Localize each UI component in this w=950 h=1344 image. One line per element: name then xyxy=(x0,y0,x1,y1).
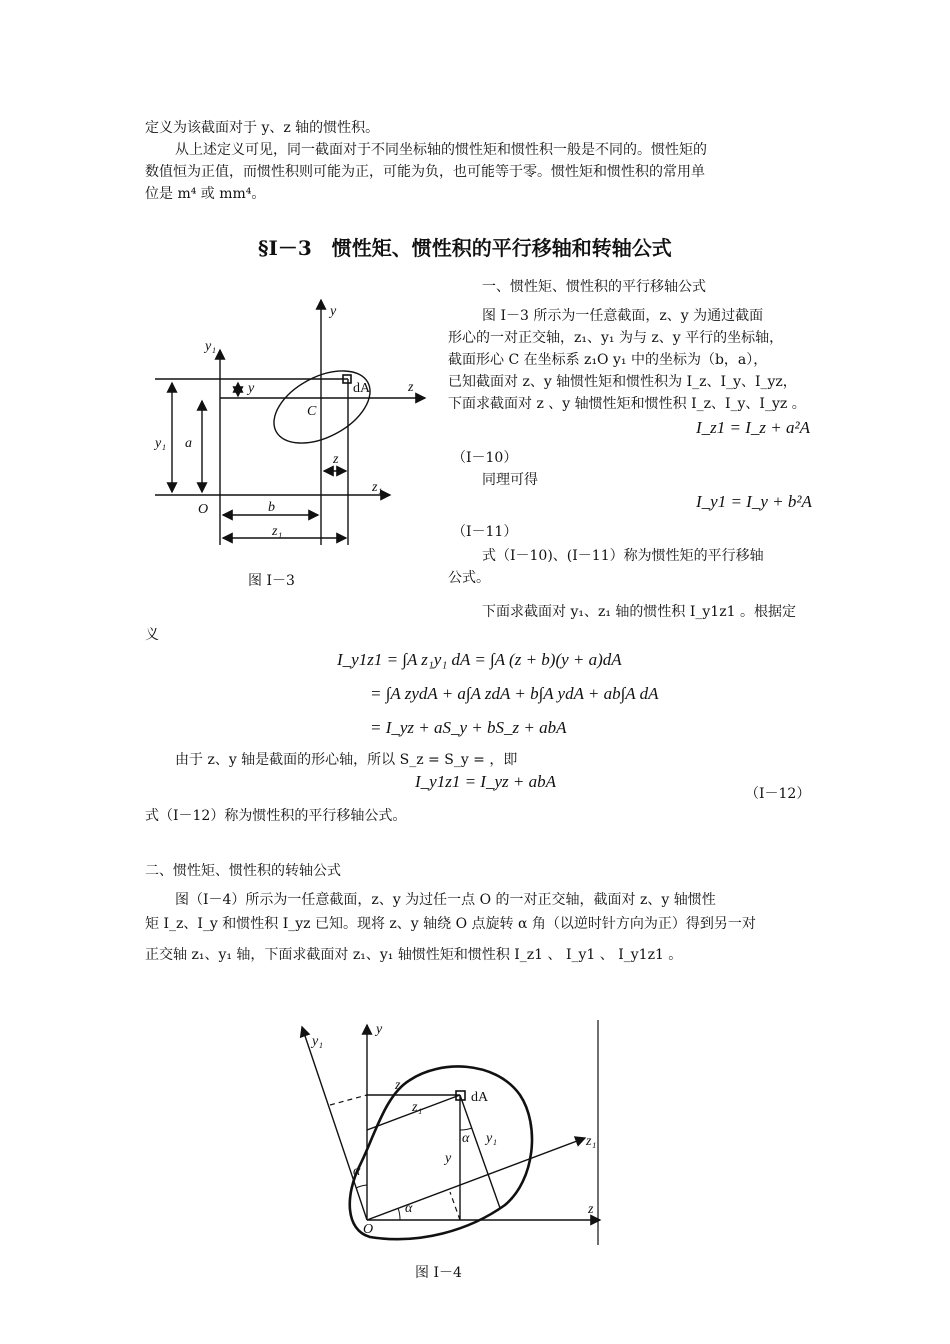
since-text: 由于 z、y 轴是截面的形心轴，所以 S_z = S_y = ，即 xyxy=(175,752,518,768)
label-y: y xyxy=(330,304,337,319)
label-O: O xyxy=(363,1222,374,1237)
figure-i3-caption: 图 I－3 xyxy=(248,573,295,589)
label-dA: dA xyxy=(353,381,371,396)
para2-line1: 从上述定义可见，同一截面对于不同坐标轴的惯性矩和惯性积一般是不同的。惯性矩的 xyxy=(175,142,707,158)
equation-11: I_y1 = I_y + b²A xyxy=(696,492,812,511)
eq12-text-c: 。 xyxy=(392,808,407,824)
rot-line-3: 正交轴 z₁、y₁ 轴，下面求截面对 z₁、y₁ 轴惯性矩和惯性积 I_z1 、 I_y1 、 I_y1z1 。 xyxy=(145,947,683,963)
label-z-dim: z xyxy=(395,1078,401,1093)
section-title: §I－3 惯性矩、惯性积的平行移轴和转轴公式 xyxy=(258,236,672,260)
label-alpha-3: α xyxy=(405,1201,413,1216)
derivation-3: = I_yz + aS_y + bS_z + abA xyxy=(370,718,567,737)
label-y-dim: y xyxy=(248,381,255,396)
formula-text-b: 惯性矩的平行移轴 xyxy=(651,548,764,564)
label-a: a xyxy=(185,436,192,451)
right-line-1: 图 I－3 所示为一任意截面，z、y 为通过截面 xyxy=(482,308,764,324)
eq12-text xyxy=(145,806,406,826)
label-z1: z₁ xyxy=(586,1134,597,1149)
derivation-1: I_y1z1 = ∫A z₁y₁ dA = ∫A (z + b)(y + a)dA xyxy=(337,650,622,669)
section-ellipse xyxy=(262,356,382,458)
label-z1: z₁ xyxy=(372,480,383,495)
label-dA: dA xyxy=(471,1090,489,1105)
label-z1-dim: z₁ xyxy=(272,524,283,539)
formula-text-a: 式（I－10)、(I－11）称为 xyxy=(482,548,652,564)
formula-text xyxy=(482,546,764,566)
right-line-5: 下面求截面对 z 、y 轴惯性矩和惯性积 I_z、I_y、I_yz 。 xyxy=(448,396,806,412)
equation-12-label: （I－12） xyxy=(745,786,811,802)
rot-line-1: 图（I－4）所示为一任意截面，z、y 为过任一点 O 的一对正交轴，截面对 z、y 轴惯性 xyxy=(175,892,716,908)
equation-10-label: （I－10） xyxy=(452,450,518,466)
equation-12: I_y1z1 = I_yz + abA xyxy=(415,772,556,791)
figure-i4 xyxy=(290,1015,620,1250)
label-alpha-1: α xyxy=(462,1131,470,1146)
label-O: O xyxy=(198,502,209,517)
eq12-text-b: 惯性积的平行移轴公式 xyxy=(252,808,393,824)
derivation-2: = ∫A zydA + a∫A zdA + b∫A ydA + ab∫A dA xyxy=(370,684,659,703)
section-outline xyxy=(350,1066,532,1239)
figure-i3 xyxy=(150,295,440,555)
rot-line-2: 矩 I_z、I_y 和惯性积 I_yz 已知。现将 z、y 轴绕 O 点旋转 α 角（以逆时针方向为正）得到另一对 xyxy=(145,916,756,932)
figure-i4-caption: 图 I－4 xyxy=(415,1265,462,1281)
label-y1-dim: y₁ xyxy=(155,436,167,451)
label-z1-dim: z₁ xyxy=(412,1100,423,1115)
product-line: 下面求截面对 y₁、z₁ 轴的惯性积 I_y1z1 。根据定 xyxy=(482,604,796,620)
subsection-1-title: 一、惯性矩、惯性积的平行移轴公式 xyxy=(482,279,706,295)
label-C: C xyxy=(307,404,317,419)
right-line-3: 截面形心 C 在坐标系 z₁O y₁ 中的坐标为（b，a）， xyxy=(448,352,768,368)
label-y-dim: y xyxy=(445,1151,452,1166)
label-z-dim: z xyxy=(333,452,339,467)
equation-11-label: （I－11） xyxy=(452,524,518,540)
subsection-2-title: 二、惯性矩、惯性积的转轴公式 xyxy=(145,863,341,879)
axis-z1 xyxy=(367,1138,585,1220)
axis-y1 xyxy=(302,1027,367,1220)
label-b: b xyxy=(268,500,275,515)
para2-line3: 位是 m⁴ 或 mm⁴。 xyxy=(145,186,266,202)
product-line2: 义 xyxy=(145,627,159,643)
label-y1-dim: y₁ xyxy=(486,1131,498,1146)
equation-10: I_z1 = I_z + a²A xyxy=(696,418,810,437)
eq12-text-a: 式（I－12）称为 xyxy=(145,808,253,824)
label-y1: y₁ xyxy=(205,339,217,354)
right-line-4: 已知截面对 z、y 轴惯性矩和惯性积为 I_z、I_y、I_yz， xyxy=(448,374,797,390)
same-text: 同理可得 xyxy=(482,472,538,488)
label-alpha-2: α xyxy=(353,1164,361,1179)
label-z: z xyxy=(408,380,414,395)
label-z: z xyxy=(588,1202,594,1217)
para1: 定义为该截面对于 y、z 轴的惯性积。 xyxy=(145,120,380,136)
formula-text-c: 公式。 xyxy=(448,570,490,586)
para2-line2: 数值恒为正值，而惯性积则可能为正，可能为负，也可能等于零。惯性矩和惯性积的常用单 xyxy=(145,164,705,180)
label-y1: y₁ xyxy=(312,1034,324,1049)
label-y: y xyxy=(376,1022,383,1037)
right-line-2: 形心的一对正交轴，z₁、y₁ 为与 z、y 平行的坐标轴， xyxy=(448,330,784,346)
